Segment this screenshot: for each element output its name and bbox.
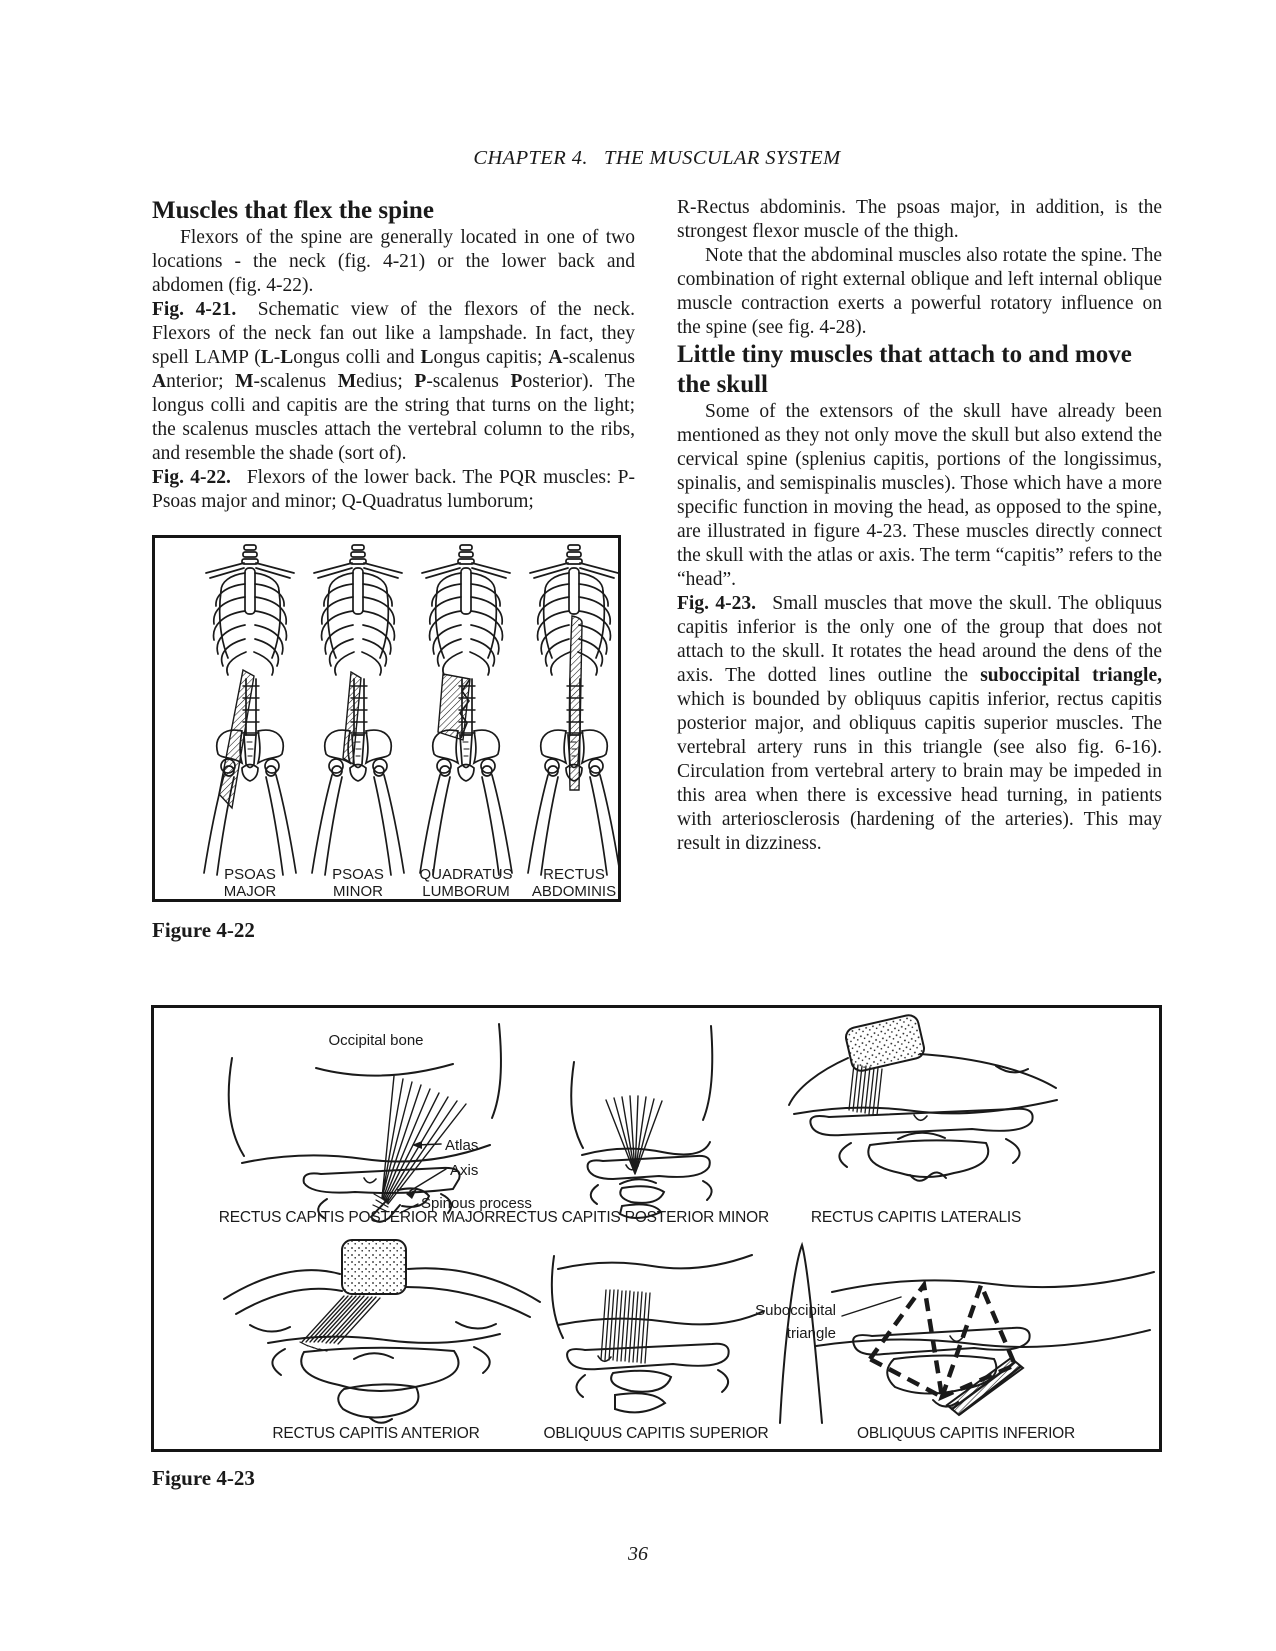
panel-rectus-capitis-posterior-minor (571, 1026, 712, 1218)
panel-rectus-capitis-posterior-major (229, 1024, 501, 1222)
fig-4-22-caption: Fig. 4-22. Flexors of the lower back. The PQR muscles: P-Psoas major and minor; Q-Quadratus lumborum; (152, 467, 635, 512)
caption-rectus-capitis-posterior-major: RECTUS CAPITIS POSTERIOR MAJOR (218, 1209, 496, 1226)
fig-4-21-caption: Fig. 4-21. Schematic view of the flexors of the neck. Flexors of the neck fan out like a lampshade. In fact, they spell LAMP (L-Longus colli and Longus capitis; A-scalenus Anterior; M-scalenus Medius; P-scalenus Posterior). The longus colli and capitis are the string that turns on the light; the scalenus muscles attach the vertebral column to the ribs, and resemble the shade (sort of). (152, 299, 635, 464)
label-rectus-abdominis: RECTUS (543, 866, 605, 883)
fig-4-23-caption: Fig. 4-23. Small muscles that move the skull. The obliquus capitis inferior is the only one of the group that does not attach to the skull. It rotates the head around the dens of the axis. The dotted lines outline the suboccipital triangle, which is bounded by obliquus capitis inferior, rectus capitis posterior major, and obliquus capitis superior muscles. The vertebral artery runs in this triangle (see also fig. 6-16). Circulation from vertebral artery to brain may be impeded in this area when there is excessive head turning, in patients with arteriosclerosis (hardening of the arteries). This may result in dizziness. (677, 593, 1162, 854)
figure-4-23-box (151, 1005, 1162, 1452)
muscle-rectus-abdominis (569, 616, 582, 790)
chapter-header: CHAPTER 4. THE MUSCULAR SYSTEM (473, 147, 841, 169)
label-occipital-bone: Occipital bone (328, 1032, 424, 1049)
paragraph-note: Note that the abdominal muscles also rotate the spine. The combination of right external oblique and left internal oblique muscle contraction exerts a powerful rotatory influence on the spine (see fig. 4-28). (677, 245, 1162, 338)
label-psoas-major: PSOAS (224, 866, 276, 883)
section-heading-flex-spine: Muscles that flex the spine (152, 197, 434, 224)
svg-text:LUMBORUM: LUMBORUM (422, 883, 510, 899)
label-quadratus-lumborum: QUADRATUS (419, 866, 513, 883)
caption-obliquus-capitis-superior: OBLIQUUS CAPITIS SUPERIOR (543, 1425, 769, 1442)
svg-text:MAJOR: MAJOR (223, 883, 277, 899)
label-psoas-minor: PSOAS (332, 866, 384, 883)
figure-4-23-drawing (154, 1008, 1159, 1449)
caption-rectus-capitis-posterior-minor: RECTUS CAPITIS POSTERIOR MINOR (495, 1209, 769, 1226)
panel-obliquus-capitis-superior (552, 1245, 822, 1423)
right-column (677, 196, 1162, 856)
skeleton-drawing (204, 545, 296, 875)
figure-4-23-annotations (328, 1032, 836, 1342)
left-column (152, 196, 635, 943)
svg-text:MINOR: MINOR (333, 883, 383, 899)
caption-obliquus-capitis-inferior: OBLIQUUS CAPITIS INFERIOR (856, 1425, 1076, 1442)
svg-text:ABDOMINIS: ABDOMINIS (531, 883, 617, 899)
muscle-quadratus-lumborum (438, 674, 470, 740)
page-number: 36 (628, 1543, 648, 1565)
figure-4-23-caption: Figure 4-23 (152, 1466, 255, 1490)
panel-rectus-capitis-anterior (224, 1240, 540, 1423)
caption-rectus-capitis-anterior: RECTUS CAPITIS ANTERIOR (272, 1425, 480, 1442)
label-spinous-process: Spinous process (421, 1195, 532, 1212)
section-heading-little-muscles: Little tiny muscles that attach to and move the skull (677, 341, 1132, 398)
muscle-psoas-major (219, 670, 254, 808)
figure-4-22-box (152, 535, 621, 902)
label-axis: Axis (450, 1162, 479, 1179)
paragraph-extensors: Some of the extensors of the skull have already been mentioned as they not only move the skull but also extend the cervical spine (splenius capitis, portions of the longissimus, spinalis, and semispinalis muscles). Those which have a more specific function in moving the head, as opposed to the spine, are illustrated in figure 4-23. These muscles directly connect the skull with the atlas or axis. The term “capitis” refers to the “head”. (677, 401, 1162, 590)
caption-rectus-capitis-lateralis: RECTUS CAPITIS LATERALIS (810, 1209, 1022, 1226)
figure-4-22-caption: Figure 4-22 (152, 918, 255, 942)
svg-text:triangle: triangle (786, 1325, 836, 1342)
figure-4-22-drawing (155, 538, 618, 899)
label-atlas: Atlas (445, 1137, 479, 1154)
muscle-psoas-minor (343, 672, 361, 764)
panel-obliquus-capitis-inferior (816, 1272, 1154, 1415)
label-suboccipital-triangle: Suboccipital (755, 1302, 836, 1319)
paragraph-intro: Flexors of the spine are generally located in one of two locations - the neck (fig. 4-21) or the lower back and abdomen (fig. 4-22). (152, 227, 635, 296)
paragraph-rectus: R-Rectus abdominis. The psoas major, in addition, is the strongest flexor muscle of the thigh. (677, 197, 1162, 242)
panel-rectus-capitis-lateralis (789, 1013, 1057, 1181)
